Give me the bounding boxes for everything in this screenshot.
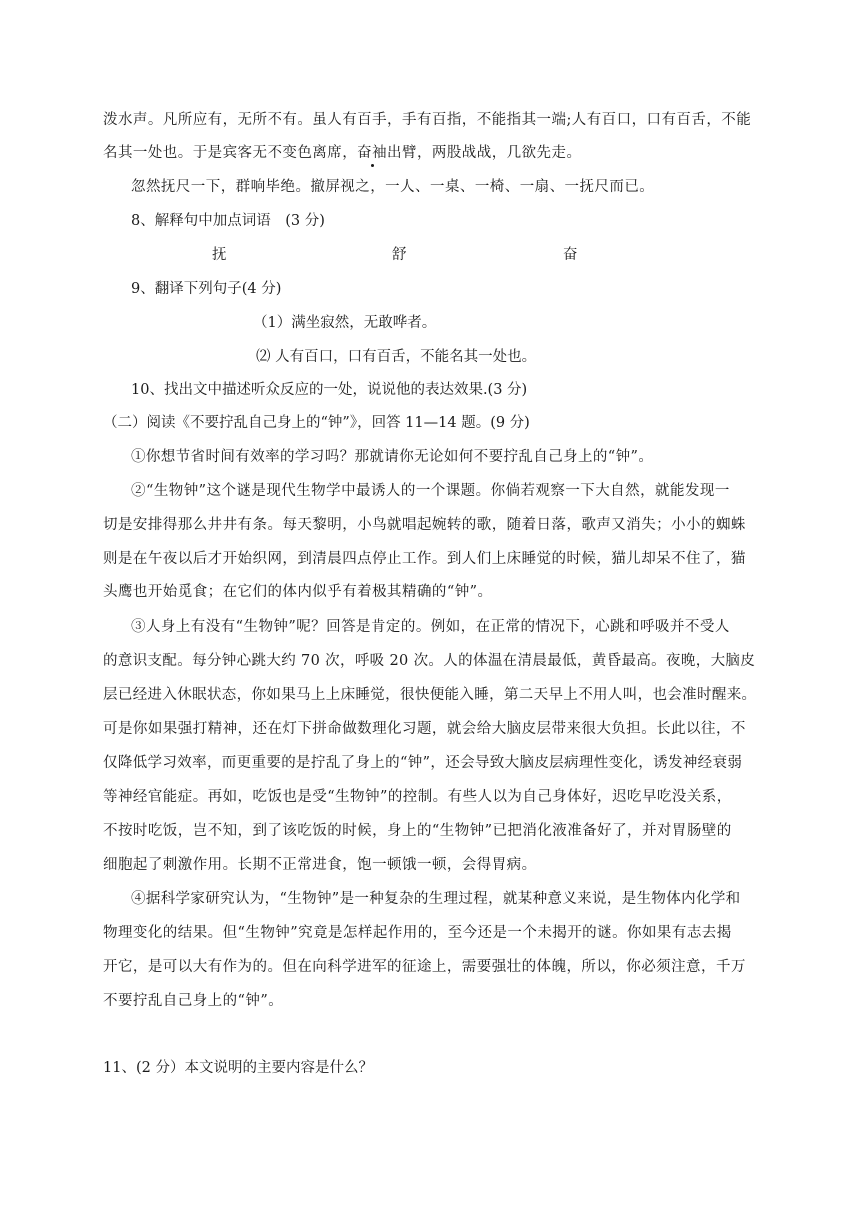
- passage2-p3-line6: 等神经官能症。再如，吃饭也是受“生物钟”的控制。有些人以为自己身体好，迟吃早吃没关系，: [103, 789, 732, 805]
- question-8-word-fu: 抚: [212, 247, 227, 263]
- passage2-p4-line1: ④据科学家研究认为，“生物钟”是一种复杂的生理过程，就某种意义来说，是生物体内化学和: [131, 891, 741, 907]
- section-2-heading: （二）阅读《不要拧乱自己身上的“钟”》，回答 11—14 题。(9 分): [103, 415, 530, 431]
- passage2-p3-line8: 细胞起了刺激作用。长期不正常进食，饱一顿饿一顿，会得胃病。: [103, 857, 537, 873]
- question-9-sentence-2: ⑵ 人有百口，口有百舌，不能名其一处也。: [256, 349, 537, 365]
- passage2-p4-line3: 开它，是可以大有作为的。但在向科学进军的征途上，需要强壮的体魄，所以，你必须注意，千万: [103, 959, 746, 975]
- passage2-p2-line1: ②“生物钟”这个谜是现代生物学中最诱人的一个课题。你倘若观察一下大自然，就能发现一: [131, 483, 730, 499]
- passage1-line1: 泼水声。凡所应有，无所不有。虽人有百手，手有百指，不能指其一端;人有百口，口有百舌，不能: [103, 112, 752, 128]
- passage2-p2-line2: 切是安排得那么井井有条。每天黎明，小鸟就唱起婉转的歌，随着日落，歌声又消失；小小的蜘蛛: [103, 517, 746, 533]
- question-9-sentence-1: （1）满坐寂然，无敢哗者。: [253, 315, 437, 331]
- question-8-word-fen: 奋: [563, 247, 578, 263]
- passage2-p4-line4: 不要拧乱自己身上的“钟”。: [103, 993, 284, 1009]
- passage2-p2-line3: 则是在午夜以后才开始织网，到清晨四点停止工作。到人们上床睡觉的时候，猫儿却呆不住了，猫: [103, 551, 746, 567]
- passage1-line2: 名其一处也。于是宾客无不变色离席，奋袖出臂，两股战战，几欲先走。: [103, 145, 582, 161]
- passage2-p3-line4: 可是你如果强打精神，还在灯下拼命做数理化习题，就会给大脑皮层带来很大负担。长此以往，不: [103, 721, 746, 737]
- question-10-stem: 10、找出文中描述听众反应的一处，说说他的表达效果.(3 分): [131, 382, 528, 398]
- question-11-stem: 11、(2 分）本文说明的主要内容是什么？: [103, 1060, 373, 1076]
- passage2-p3-line2: 的意识支配。每分钟心跳大约 70 次，呼吸 20 次。人的体温在清晨最低，黄昏最高。夜晚，大脑皮: [103, 653, 756, 669]
- passage2-p3-line3: 层已经进入休眠状态，你如果马上上床睡觉，很快便能入睡，第二天早上不用人叫，也会准时醒来。: [103, 687, 757, 703]
- passage2-p2-line4: 头鹰也开始觅食；在它们的体内似乎有着极其精确的“钟”。: [103, 584, 493, 600]
- passage2-p3-line7: 不按时吃饭，岂不知，到了该吃饭的时候，身上的“生物钟”已把消化液准备好了，并对胃肠壁的: [103, 823, 732, 839]
- passage2-p1-line1: ①你想节省时间有效率的学习吗？那就请你无论如何不要拧乱自己身上的“钟”。: [131, 449, 654, 465]
- passage1-line3: 忽然抚尺一下，群响毕绝。撤屏视之，一人、一桌、一椅、一扇、一抚尺而已。: [131, 179, 655, 195]
- question-8-word-shu: 舒: [392, 247, 407, 263]
- passage2-p3-line1: ③人身上有没有“生物钟”呢？回答是肯定的。例如，在正常的情况下，心跳和呼吸并不受人: [131, 619, 730, 635]
- emphasis-dot: [371, 164, 374, 167]
- question-9-stem: 9、翻译下列句子(4 分): [131, 281, 282, 297]
- question-8-stem: 8、解释句中加点词语 (3 分): [131, 213, 325, 229]
- passage2-p4-line2: 物理变化的结果。但“生物钟”究竟是怎样起作用的，至今还是一个未揭开的谜。你如果有志去揭: [103, 925, 732, 941]
- passage2-p3-line5: 仅降低学习效率，而更重要的是拧乱了身上的“钟”，还会导致大脑皮层病理性变化，诱发神经衰弱: [103, 755, 743, 771]
